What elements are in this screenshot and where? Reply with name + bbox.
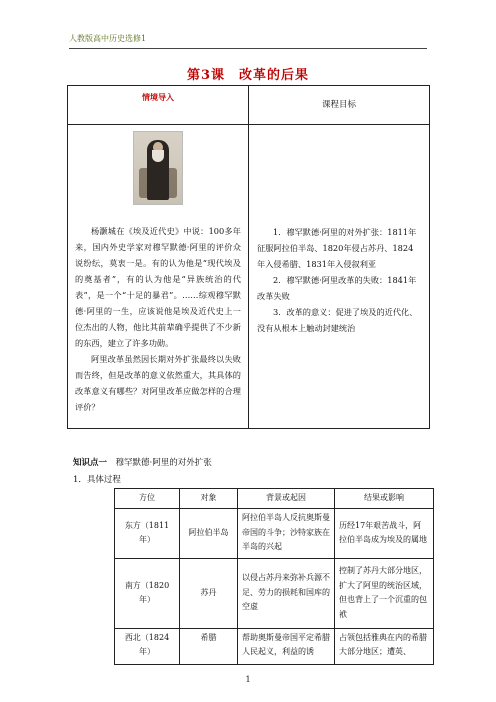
table-cell: 控制了苏丹大部分地区，扩大了阿里的统治区域，但也背上了一个沉重的包袱 xyxy=(335,558,434,628)
table-row xyxy=(115,558,434,628)
portrait-image xyxy=(133,131,183,205)
intro-paragraph-1: 杨灏城在《埃及近代史》中说：100多年来，国内外史学家对穆罕默德·阿里的评价众说纷纭，莫衷一是。有的认为他是“现代埃及的奠基者”，有的认为他是“异族统治的代表”，是一个“十足的暴君”。……综观穆罕默德·阿里的一生，应该说他是埃及近代史上一位杰出的人物，他比其前辈确乎提供了不少新的东西，建立了许多功勋。 xyxy=(75,226,241,348)
table-cell: 西北（1824年） xyxy=(115,628,180,664)
section-title: 穆罕默德·阿里的对外扩张 xyxy=(115,458,212,468)
section-heading xyxy=(73,456,212,468)
table-cell: 以侵占苏丹来弥补兵源不足、劳力的损耗和国库的空虚 xyxy=(238,558,335,628)
page-header: 人教版高中历史选修1 xyxy=(69,34,147,43)
header-divider xyxy=(69,48,427,49)
subsection-heading: 1．具体过程 xyxy=(73,475,121,485)
intro-cell xyxy=(68,125,249,429)
table-cell: 苏丹 xyxy=(180,558,238,628)
table-cell: 占领包括雅典在内的希腊大部分地区；遭英、 xyxy=(335,628,434,664)
table-cell: 南方（1820年） xyxy=(115,558,180,628)
goal-item-1: 1．穆罕默德·阿里的对外扩张：1811年征服阿拉伯半岛、1820年侵占苏丹、1824年入侵希腊、1831年入侵叙利亚 xyxy=(257,227,417,269)
page-number: 1 xyxy=(245,675,251,684)
goals-cell xyxy=(249,125,430,429)
table-row xyxy=(115,628,434,664)
table-header-row xyxy=(115,489,434,509)
goal-item-3: 3．改革的意义：促进了埃及的近代化、没有从根本上触动封建统治 xyxy=(257,307,418,333)
intro-heading: 情境导入 xyxy=(68,86,249,125)
intro-goals-table xyxy=(67,85,430,429)
lesson-title: 第3课 改革的后果 xyxy=(186,68,310,83)
header-direction: 方位 xyxy=(115,489,180,509)
goals-heading: 课程目标 xyxy=(249,86,430,125)
header-background: 背景或起因 xyxy=(238,489,335,509)
table-cell: 阿拉伯半岛 xyxy=(180,508,238,558)
table-cell: 阿拉伯半岛人反抗奥斯曼帝国的斗争；沙特家族在半岛的兴起 xyxy=(238,508,335,558)
header-result: 结果或影响 xyxy=(335,489,434,509)
table-cell: 帮助奥斯曼帝国平定希腊人民起义，利益的诱 xyxy=(238,628,335,664)
section-label: 知识点一 xyxy=(73,458,108,468)
header-target: 对象 xyxy=(180,489,238,509)
goal-item-2: 2．穆罕默德·阿里改革的失败：1841年改革失败 xyxy=(257,275,417,301)
intro-paragraph-2: 阿里改革虽然因长期对外扩张最终以失败而告终，但是改革的意义依然重大，其具体的改革意义有哪些？对阿里改革应做怎样的合理评价？ xyxy=(75,354,241,412)
table-cell: 历经17年艰苦战斗，阿拉伯半岛成为埃及的属地 xyxy=(335,508,434,558)
table-cell: 希腊 xyxy=(180,628,238,664)
table-row xyxy=(115,508,434,558)
table-cell: 东方（1811年） xyxy=(115,508,180,558)
process-table xyxy=(114,488,434,665)
